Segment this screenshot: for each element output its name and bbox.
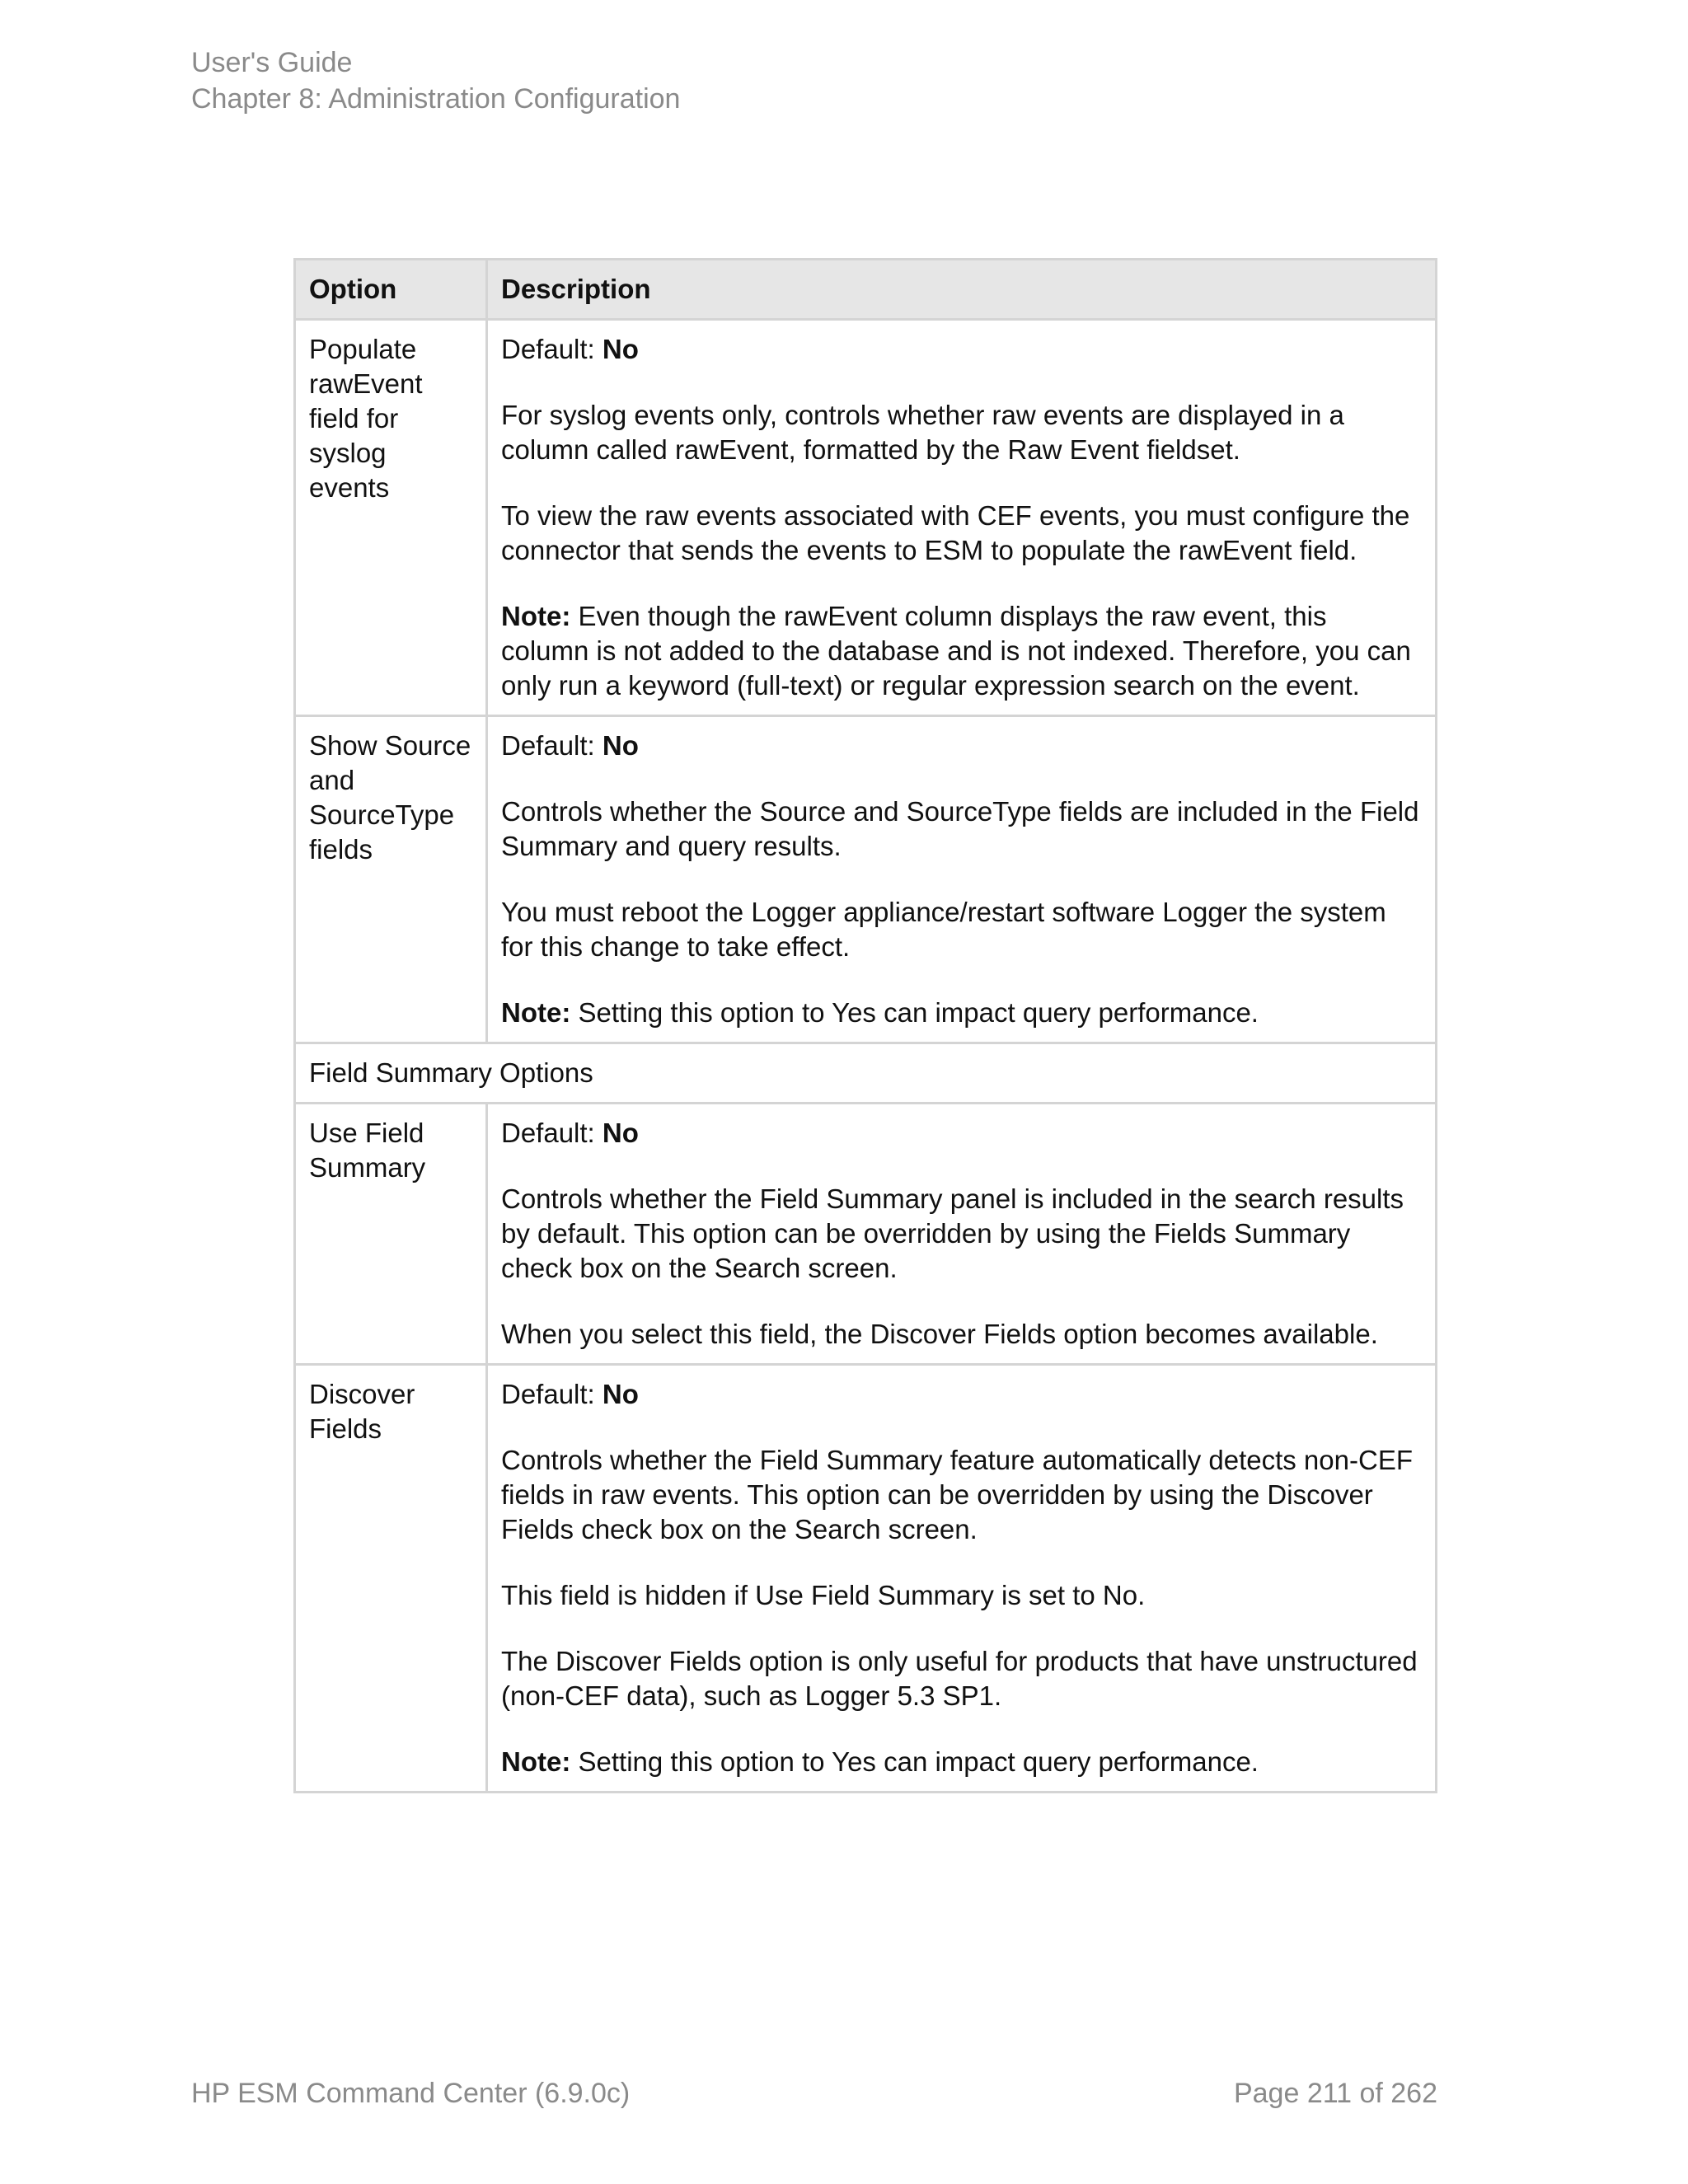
note-label: Note: xyxy=(501,1746,571,1777)
option-description xyxy=(487,1104,1437,1365)
running-header xyxy=(191,45,680,117)
description-paragraph: Controls whether the Field Summary feature automatically detects non-CEF fields in raw events. This option can be overridden by using the Discover Fields check box on the Search screen. xyxy=(501,1445,1413,1544)
option-description xyxy=(487,716,1437,1043)
description-paragraph: When you select this field, the Discover Fields option becomes available. xyxy=(501,1319,1378,1349)
option-name: Show Source and SourceType fields xyxy=(295,716,487,1043)
options-table xyxy=(293,258,1437,1793)
default-value: No xyxy=(602,1118,639,1148)
default-value: No xyxy=(602,1379,639,1409)
default-line: Default: No xyxy=(501,1118,639,1148)
footer-product: HP ESM Command Center (6.9.0c) xyxy=(191,2078,631,2109)
table-row xyxy=(295,1104,1437,1365)
description-paragraph: To view the raw events associated with CEF events, you must configure the connector that sends the events to ESM to populate the rawEvent field. xyxy=(501,500,1410,565)
option-description xyxy=(487,1365,1437,1793)
note-label: Note: xyxy=(501,601,571,631)
note-label: Note: xyxy=(501,997,571,1028)
default-line: Default: No xyxy=(501,1379,639,1409)
note-paragraph: Note: Setting this option to Yes can impact query performance. xyxy=(501,1746,1259,1777)
description-paragraph: Controls whether the Source and SourceType fields are included in the Field Summary and query results. xyxy=(501,796,1419,861)
footer-page-number: Page 211 of 262 xyxy=(1233,2078,1437,2109)
table-row xyxy=(295,716,1437,1043)
default-value: No xyxy=(602,730,639,761)
option-name: Discover Fields xyxy=(295,1365,487,1793)
option-name: Use Field Summary xyxy=(295,1104,487,1365)
guide-title: User's Guide xyxy=(191,47,353,78)
note-paragraph: Note: Setting this option to Yes can impact query performance. xyxy=(501,997,1259,1028)
description-paragraph: You must reboot the Logger appliance/restart software Logger the system for this change to take effect. xyxy=(501,897,1386,962)
option-name: Populate rawEvent field for syslog events xyxy=(295,320,487,716)
column-header-description: Description xyxy=(487,260,1437,320)
table-header-row xyxy=(295,260,1437,320)
section-row xyxy=(295,1043,1437,1104)
note-paragraph: Note: Even though the rawEvent column displays the raw event, this column is not added to the database and is not indexed. Therefore, you can only run a keyword (full-text) or regular expression search on the event. xyxy=(501,601,1411,701)
description-paragraph: This field is hidden if Use Field Summary is set to No. xyxy=(501,1580,1146,1610)
chapter-title: Chapter 8: Administration Configuration xyxy=(191,83,681,115)
section-title: Field Summary Options xyxy=(295,1043,1437,1104)
description-paragraph: Controls whether the Field Summary panel is included in the search results by default. This option can be overridden by using the Fields Summary check box on the Search screen. xyxy=(501,1183,1404,1283)
table-row xyxy=(295,1365,1437,1793)
default-line: Default: No xyxy=(501,730,639,761)
description-paragraph: For syslog events only, controls whether raw events are displayed in a column called rawEvent, formatted by the Raw Event fieldset. xyxy=(501,400,1344,465)
description-paragraph: The Discover Fields option is only useful for products that have unstructured (non-CEF data), such as Logger 5.3 SP1. xyxy=(501,1646,1418,1711)
option-description xyxy=(487,320,1437,716)
table-row xyxy=(295,320,1437,716)
default-value: No xyxy=(602,334,639,364)
column-header-option: Option xyxy=(295,260,487,320)
default-line: Default: No xyxy=(501,334,639,364)
